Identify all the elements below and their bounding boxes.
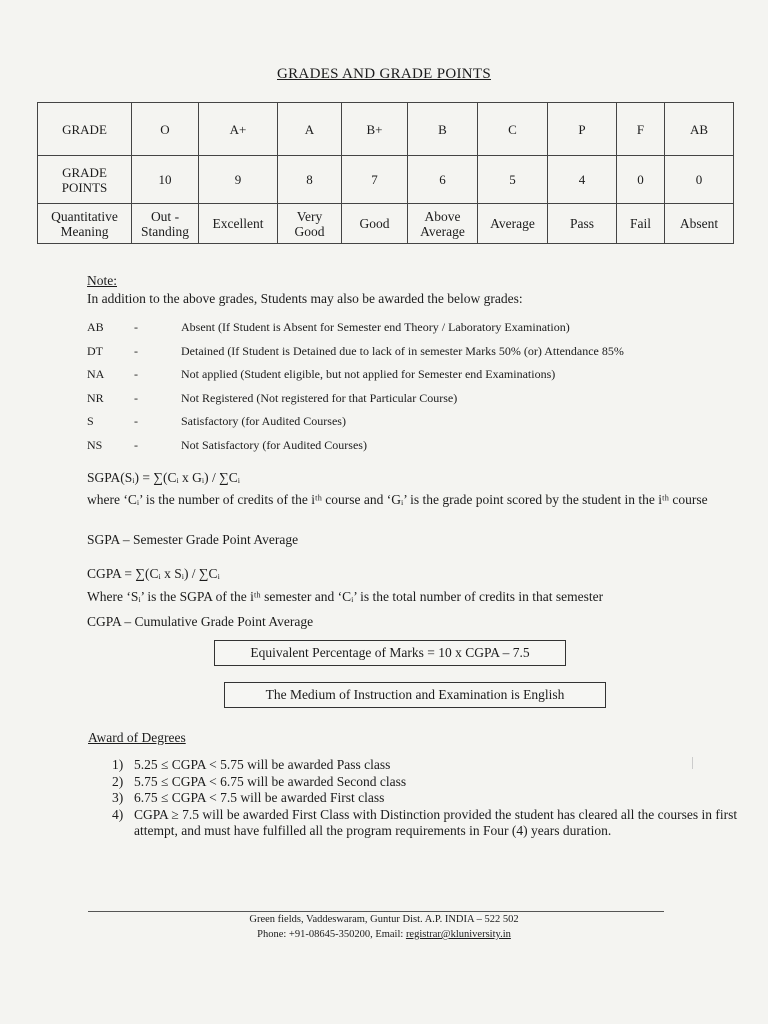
award-list <box>112 757 742 840</box>
points-cell: 10 <box>132 156 199 204</box>
dash: - <box>134 437 138 452</box>
meaning-cell: Above Average <box>408 204 478 244</box>
meaning-cell: Excellent <box>199 204 278 244</box>
footer-contact <box>0 929 768 940</box>
grade-cell: C <box>478 103 548 156</box>
grade-cell: O <box>132 103 199 156</box>
scan-mark <box>692 757 693 769</box>
medium-of-instruction-box: The Medium of Instruction and Examination is English <box>224 682 606 708</box>
grade-cell: B+ <box>342 103 408 156</box>
grade-description: Satisfactory (for Audited Courses) <box>181 414 346 429</box>
note-heading: Note: <box>87 273 117 288</box>
points-cell: 7 <box>342 156 408 204</box>
cgpa-explanation: Where ‘Sᵢ’ is the SGPA of the iᵗʰ semester and ‘Cᵢ’ is the total number of credits in that semester <box>87 589 604 604</box>
grade-cell: A+ <box>199 103 278 156</box>
list-item <box>112 790 742 807</box>
points-cell: 5 <box>478 156 548 204</box>
list-item <box>112 807 742 840</box>
grade-description: Not applied (Student eligible, but not applied for Semester end Examinations) <box>181 367 556 382</box>
points-cell: 0 <box>665 156 734 204</box>
grade-description: Detained (If Student is Detained due to lack of in semester Marks 50% (or) Attendance 85% <box>181 343 624 358</box>
grade-cell: B <box>408 103 478 156</box>
meaning-cell: Absent <box>665 204 734 244</box>
meaning-cell: Pass <box>548 204 617 244</box>
meaning-cell: Out - Standing <box>132 204 199 244</box>
grade-description: Absent (If Student is Absent for Semester end Theory / Laboratory Examination) <box>181 320 570 334</box>
grade-cell: P <box>548 103 617 156</box>
sgpa-formula: SGPA(Sᵢ) = ∑(Cᵢ x Gᵢ) / ∑Cᵢ <box>87 470 240 485</box>
list-item <box>112 774 742 791</box>
grade-cell: AB <box>665 103 734 156</box>
meaning-cell: Fail <box>617 204 665 244</box>
points-cell: 6 <box>408 156 478 204</box>
row-label-points: GRADE POINTS <box>38 156 132 204</box>
row-label-grade: GRADE <box>38 103 132 156</box>
note-text: In addition to the above grades, Students may also be awarded the below grades: <box>87 291 523 306</box>
grade-code: NS <box>87 437 103 452</box>
grade-code: NR <box>87 390 104 405</box>
page-title: GRADES AND GRADE POINTS <box>277 66 491 82</box>
dash: - <box>134 367 138 382</box>
item-number: 1) <box>112 757 124 772</box>
grade-cell: A <box>278 103 342 156</box>
grade-description: Not Registered (Not registered for that Particular Course) <box>181 390 458 405</box>
dash: - <box>134 390 138 405</box>
points-cell: 4 <box>548 156 617 204</box>
footer-phone: Phone: +91-08645-350200, Email: <box>257 929 406 940</box>
grade-code: AB <box>87 320 104 334</box>
meaning-cell: Good <box>342 204 408 244</box>
grade-cell: F <box>617 103 665 156</box>
grade-code: S <box>87 414 94 429</box>
grade-code: DT <box>87 343 103 358</box>
item-number: 2) <box>112 773 124 789</box>
meaning-row <box>38 204 734 244</box>
points-cell: 0 <box>617 156 665 204</box>
grade-row <box>38 103 734 156</box>
item-text: 6.75 ≤ CGPA < 7.5 will be awarded First class <box>134 790 385 805</box>
grade-code: NA <box>87 367 105 382</box>
footer-divider <box>88 911 664 912</box>
meaning-cell: Very Good <box>278 204 342 244</box>
meaning-cell: Average <box>478 204 548 244</box>
cgpa-formula: CGPA = ∑(Cᵢ x Sᵢ) / ∑Cᵢ <box>87 566 220 581</box>
points-cell: 8 <box>278 156 342 204</box>
sgpa-explanation: where ‘Cᵢ’ is the number of credits of the iᵗʰ course and ‘Gᵢ’ is the grade point scored by the student in the iᵗʰ course <box>87 492 708 507</box>
item-text: 5.25 ≤ CGPA < 5.75 will be awarded Pass class <box>134 757 391 772</box>
row-label-meaning: Quantitative Meaning <box>38 204 132 244</box>
footer-email-link[interactable]: registrar@kluniversity.in <box>405 929 511 940</box>
equivalent-percentage-box: Equivalent Percentage of Marks = 10 x CGPA – 7.5 <box>214 640 566 666</box>
points-row <box>38 156 734 204</box>
dash: - <box>134 320 138 334</box>
footer-address: Green fields, Vaddeswaram, Guntur Dist. A.P. INDIA – 522 502 <box>249 914 519 925</box>
dash: - <box>134 343 138 358</box>
cgpa-definition: CGPA – Cumulative Grade Point Average <box>87 614 314 629</box>
points-cell: 9 <box>199 156 278 204</box>
grades-table <box>37 102 734 244</box>
list-item <box>112 757 742 774</box>
item-text: CGPA ≥ 7.5 will be awarded First Class with Distinction provided the student has cleared all the courses in first attempt, and must have fulfilled all the program requirements in Four (4) years duration. <box>134 806 738 838</box>
grade-description: Not Satisfactory (for Audited Courses) <box>181 437 367 452</box>
dash: - <box>134 414 138 429</box>
item-number: 4) <box>112 806 124 822</box>
item-number: 3) <box>112 790 124 805</box>
sgpa-definition: SGPA – Semester Grade Point Average <box>87 532 299 547</box>
item-text: 5.75 ≤ CGPA < 6.75 will be awarded Second class <box>134 773 407 789</box>
award-of-degrees-heading: Award of Degrees <box>88 730 186 745</box>
